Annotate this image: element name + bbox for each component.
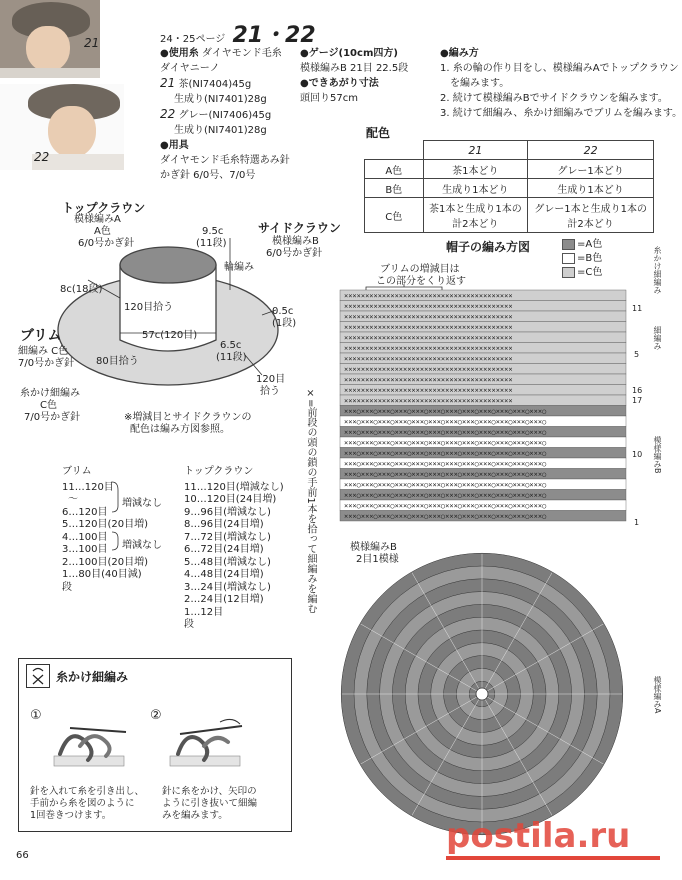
gauge-heading: ●ゲージ(10cm四方) bbox=[300, 48, 398, 59]
materials-21-main: 茶(NI7404)45g bbox=[178, 79, 252, 90]
brim-no-change-1: 増減なし bbox=[122, 498, 162, 509]
pattern-b-label: 模様編みB bbox=[350, 542, 397, 553]
diagram-note-2: 配色は編み方図参照。 bbox=[130, 424, 230, 435]
method-block bbox=[440, 46, 682, 121]
color-table-cell: グレー1本と生成り1本の 計2本どり bbox=[528, 198, 654, 233]
watermark-text: postila.ru bbox=[446, 816, 631, 856]
chart-row-stitches: ×××××××××××××××××××××××××××××××××××××××× bbox=[344, 386, 513, 395]
top-count-row: 段 bbox=[184, 619, 194, 630]
top-crown-dimension: 9.5c bbox=[202, 226, 224, 237]
chart-row-stitches: ×××××××××××××××××××××××××××××××××××××××× bbox=[344, 323, 513, 332]
side-crown-title: サイドクラウン bbox=[258, 221, 341, 235]
top-count-row: 10…120目(24目増) bbox=[184, 494, 277, 505]
technique-illustration-2 bbox=[160, 716, 260, 776]
side-tag-pattern-b: 模様編みB bbox=[653, 436, 662, 474]
brim-count-row: 4…100目 bbox=[62, 531, 108, 543]
color-table bbox=[364, 140, 654, 233]
crown-center-ring bbox=[476, 688, 488, 700]
technique-title: 糸かけ細編み bbox=[56, 670, 129, 684]
row-number-5: 5 bbox=[634, 350, 640, 359]
materials-block bbox=[160, 46, 300, 183]
chart-title: 帽子の編み方図 bbox=[446, 240, 531, 254]
color-table-cell: 茶1本と生成り1本の 計2本どり bbox=[423, 198, 528, 233]
technique-illustration-1 bbox=[40, 716, 140, 776]
technique-step-1-line: 1回巻きつけます。 bbox=[30, 810, 112, 821]
brim-count-row: 3…100目 bbox=[62, 544, 108, 555]
side-tag-brim-1: 糸かけ細編み bbox=[653, 246, 662, 294]
tools-needle-sizes: かぎ針 6/0号、7/0号 bbox=[160, 170, 256, 181]
top-count-row: 11…120目(増減なし) bbox=[184, 481, 284, 493]
technique-step-2-number: ② bbox=[150, 708, 162, 723]
method-step-3: 3. 続けて細編み、糸かけ細編みでブリムを編みます。 bbox=[440, 108, 682, 119]
size-value: 頭回り57cm bbox=[300, 93, 358, 104]
pick-80-label: 80目拾う bbox=[96, 356, 139, 367]
page-number: 66 bbox=[16, 850, 29, 861]
color-table-header bbox=[365, 141, 654, 160]
color-table-row bbox=[365, 160, 654, 179]
brim-stitch-2: 糸かけ細編み bbox=[20, 388, 80, 399]
chart-row-stitches: ×××××××××××××××××××××××××××××××××××××××× bbox=[344, 313, 513, 321]
brim-count-list bbox=[62, 466, 148, 594]
color-table-cell: 茶1本どり bbox=[423, 160, 528, 179]
color-table-head-21: 21 bbox=[423, 141, 528, 160]
color-table-row bbox=[365, 179, 654, 198]
side-crown-rows: (11段) bbox=[216, 352, 247, 363]
row-number-10: 10 bbox=[632, 450, 643, 459]
brim-count-row: 1…80目(40目減) bbox=[62, 569, 142, 580]
brim-title: ブリム bbox=[20, 328, 62, 344]
side-tag-pattern-a: 模様編みA bbox=[653, 676, 662, 714]
materials-22-number: 22 bbox=[160, 107, 176, 121]
slip-stitch-symbol-icon bbox=[27, 665, 49, 687]
chart-row-stitches: ×××××××××××××××××××××××××××××××××××××××× bbox=[344, 302, 513, 311]
brim-stitch: 細編み C色 bbox=[18, 346, 69, 357]
technique-step-1-text bbox=[30, 786, 144, 822]
technique-step-1-number: ① bbox=[30, 708, 42, 723]
model-numbers: 21・22 bbox=[232, 23, 316, 48]
chart-row-stitches: ×××××××××××××××××××××××××××××××××××××××× bbox=[344, 334, 513, 342]
stitch-legend-vertical-note: ×=前段の頭の鎖の手前1本を拾って細編みを編む bbox=[305, 388, 316, 614]
method-step-1a: 1. 糸の輪の作り目をし、模様編みAでトップクラウン bbox=[440, 63, 679, 74]
chart-row-stitches: ×××××××××××××××××××××××××××××××××××××××× bbox=[344, 397, 513, 405]
color-table-cell: 生成り1本どり bbox=[528, 179, 654, 198]
legend-c-label: =C色 bbox=[577, 267, 603, 278]
round-knit-label: 輪編み bbox=[224, 262, 254, 273]
brim-width-label: 8c(18段) bbox=[60, 284, 103, 295]
brim-count-row: 5…120目(20目増) bbox=[62, 519, 148, 530]
page-header bbox=[160, 18, 316, 49]
brim-count-row: 〜 bbox=[68, 494, 78, 505]
top-crown-rows: (11段) bbox=[196, 238, 227, 249]
chart-row-stitches: ×××××××××××××××××××××××××××××××××××××××× bbox=[344, 292, 513, 300]
page-reference: 24・25ページ bbox=[160, 34, 226, 45]
color-table-cell: B色 bbox=[365, 179, 424, 198]
color-table-head-22: 22 bbox=[528, 141, 654, 160]
legend-b-label: =B色 bbox=[577, 253, 603, 264]
brim-no-change-2: 増減なし bbox=[122, 540, 162, 551]
chart-row-stitches: ×××○×××○×××○×××○×××○×××○×××○×××○×××○×××○×××○×××○ bbox=[344, 491, 547, 500]
legend-swatch-c bbox=[562, 267, 575, 278]
repeat-note-2: この部分をくり返す bbox=[376, 276, 466, 287]
technique-step-2-line: ように引き抜いて細編 bbox=[162, 798, 258, 809]
brim-count-row: 11…120目 bbox=[62, 481, 114, 493]
watermark-bar bbox=[446, 856, 660, 860]
top-count-row: 5…48目(増減なし) bbox=[184, 556, 271, 568]
materials-21-number: 21 bbox=[160, 76, 176, 90]
legend-swatch-b bbox=[562, 253, 575, 264]
top-crown-circle-chart bbox=[336, 548, 628, 840]
yarn-name: ダイヤニーノ bbox=[160, 63, 220, 74]
chart-row-stitches: ×××××××××××××××××××××××××××××××××××××××× bbox=[344, 376, 513, 384]
chart-row-stitches: ×××○×××○×××○×××○×××○×××○×××○×××○×××○×××○×××○×××○ bbox=[344, 428, 547, 437]
top-count-row: 8…96目(24目増) bbox=[184, 519, 264, 530]
brim-count-row: 6…120目 bbox=[62, 506, 108, 518]
gauge-value: 模様編みB 21目 22.5段 bbox=[300, 63, 409, 74]
repeat-note-1: ブリムの増減目は bbox=[380, 264, 460, 275]
color-table-cell: A色 bbox=[365, 160, 424, 179]
legend-a-label: =A色 bbox=[577, 239, 603, 250]
color-table-cell: C色 bbox=[365, 198, 424, 233]
edge-rows: (1段) bbox=[272, 318, 297, 329]
chart-row-stitches: ×××○×××○×××○×××○×××○×××○×××○×××○×××○×××○×××○×××○ bbox=[344, 407, 547, 416]
tools-needle-brand: ダイヤモンド毛糸特選あみ針 bbox=[160, 155, 290, 166]
chart-legend bbox=[562, 238, 602, 280]
method-heading: ●編み方 bbox=[440, 48, 479, 59]
legend-swatch-a bbox=[562, 239, 575, 250]
yarn-heading: ●使用糸 bbox=[160, 48, 199, 59]
pick-120-brim-sub: 拾う bbox=[260, 386, 280, 397]
technique-step-2-text bbox=[162, 786, 257, 822]
top-count-row: 4…48目(24目増) bbox=[184, 569, 264, 580]
top-count-title: トップクラウン bbox=[184, 466, 254, 477]
brim-count-row: 2…100目(20目増) bbox=[62, 556, 148, 568]
technique-step-1-line: 針を入れて糸を引き出し、 bbox=[30, 786, 145, 797]
circumference-label: 57c(120目) bbox=[142, 330, 198, 341]
chart-row-stitches: ×××○×××○×××○×××○×××○×××○×××○×××○×××○×××○×××○×××○ bbox=[344, 481, 547, 489]
photo-label-22: 22 bbox=[34, 150, 50, 164]
chart-row-stitches: ×××○×××○×××○×××○×××○×××○×××○×××○×××○×××○×××○×××○ bbox=[344, 470, 547, 479]
chart-row-stitches: ×××○×××○×××○×××○×××○×××○×××○×××○×××○×××○×××○×××○ bbox=[344, 502, 547, 510]
stitch-chart-grid bbox=[338, 290, 630, 530]
pick-120-label: 120目拾う bbox=[124, 302, 174, 313]
side-tag-brim-2: 細編み bbox=[653, 326, 662, 350]
technique-step-1-line: 手前から糸を図のように bbox=[30, 798, 135, 809]
chart-row-stitches: ×××○×××○×××○×××○×××○×××○×××○×××○×××○×××○×××○×××○ bbox=[344, 460, 547, 468]
top-count-row: 7…72目(増減なし) bbox=[184, 531, 271, 543]
top-count-row: 9…96目(増減なし) bbox=[184, 506, 271, 518]
row-number-11: 11 bbox=[632, 304, 643, 313]
model-photo-22 bbox=[0, 84, 124, 170]
brim-color-2: C色 bbox=[40, 400, 57, 411]
top-count-row: 3…24目(増減なし) bbox=[184, 581, 271, 593]
row-number-16: 16 bbox=[632, 386, 643, 395]
pattern-b-sublabel: 2目1模様 bbox=[356, 554, 399, 565]
method-step-1b: を編みます。 bbox=[450, 78, 510, 89]
top-crown-pattern: 模様編みA bbox=[74, 214, 121, 225]
row-number-17: 17 bbox=[632, 396, 643, 405]
diagram-note-1: ※増減目とサイドクラウンの bbox=[124, 412, 252, 423]
side-crown-needle: 6/0号かぎ針 bbox=[266, 248, 323, 259]
color-table-cell: 生成り1本どり bbox=[423, 179, 528, 198]
top-count-row: 2…24目(12目増) bbox=[184, 594, 264, 605]
top-count-row: 6…72目(24目増) bbox=[184, 544, 264, 555]
photo-label-21: 21 bbox=[84, 36, 100, 50]
method-step-2: 2. 続けて模様編みBでサイドクラウンを編みます。 bbox=[440, 93, 668, 104]
chart-row-stitches: ×××○×××○×××○×××○×××○×××○×××○×××○×××○×××○×××○×××○ bbox=[344, 449, 547, 458]
chart-row-stitches: ×××○×××○×××○×××○×××○×××○×××○×××○×××○×××○×××○×××○ bbox=[344, 512, 547, 521]
row-number-1: 1 bbox=[634, 518, 640, 527]
chart-row-stitches: ×××××××××××××××××××××××××××××××××××××××× bbox=[344, 355, 513, 363]
top-crown-shape bbox=[120, 247, 216, 283]
top-crown-title: トップクラウン bbox=[62, 201, 146, 215]
gauge-block bbox=[300, 46, 430, 106]
color-table-cell: グレー1本どり bbox=[528, 160, 654, 179]
brim-count-title: ブリム bbox=[62, 466, 92, 477]
brim-needle: 7/0号かぎ針 bbox=[18, 358, 75, 369]
materials-21-sub: 生成り(NI7401)28g bbox=[174, 94, 267, 105]
color-table-title: 配色 bbox=[366, 126, 391, 140]
top-crown-count-list bbox=[184, 466, 284, 632]
brim-count-row: 段 bbox=[62, 581, 72, 593]
edge-dimension: 0.5c bbox=[272, 306, 294, 317]
side-crown-pattern: 模様編みB bbox=[272, 236, 319, 247]
chart-row-stitches: ×××○×××○×××○×××○×××○×××○×××○×××○×××○×××○×××○×××○ bbox=[344, 418, 547, 426]
chart-row-stitches: ×××○×××○×××○×××○×××○×××○×××○×××○×××○×××○×××○×××○ bbox=[344, 439, 547, 447]
technique-step-2-line: みを編みます。 bbox=[162, 810, 228, 821]
side-crown-height: 6.5c bbox=[220, 340, 242, 351]
top-crown-needle: 6/0号かぎ針 bbox=[78, 238, 135, 249]
top-count-row: 1…12目 bbox=[184, 606, 224, 618]
top-crown-color: A色 bbox=[94, 226, 111, 237]
materials-22-sub: 生成り(NI7401)28g bbox=[174, 125, 267, 136]
chart-row-stitches: ×××××××××××××××××××××××××××××××××××××××× bbox=[344, 344, 513, 353]
materials-22-main: グレー(NI7406)45g bbox=[178, 110, 272, 121]
size-heading: ●できあがり寸法 bbox=[300, 78, 379, 89]
yarn-brand: ダイヤモンド毛糸 bbox=[201, 48, 282, 59]
technique-step-2-line: 針に糸をかけ、矢印の bbox=[162, 786, 257, 797]
tools-heading: ●用具 bbox=[160, 140, 189, 151]
color-table-corner bbox=[365, 141, 424, 160]
technique-symbol bbox=[26, 664, 50, 688]
brim-needle-2: 7/0号かぎ針 bbox=[24, 412, 81, 423]
color-table-row bbox=[365, 198, 654, 233]
pick-120-brim-label: 120目 bbox=[256, 374, 286, 385]
chart-row-stitches: ×××××××××××××××××××××××××××××××××××××××× bbox=[344, 365, 513, 374]
